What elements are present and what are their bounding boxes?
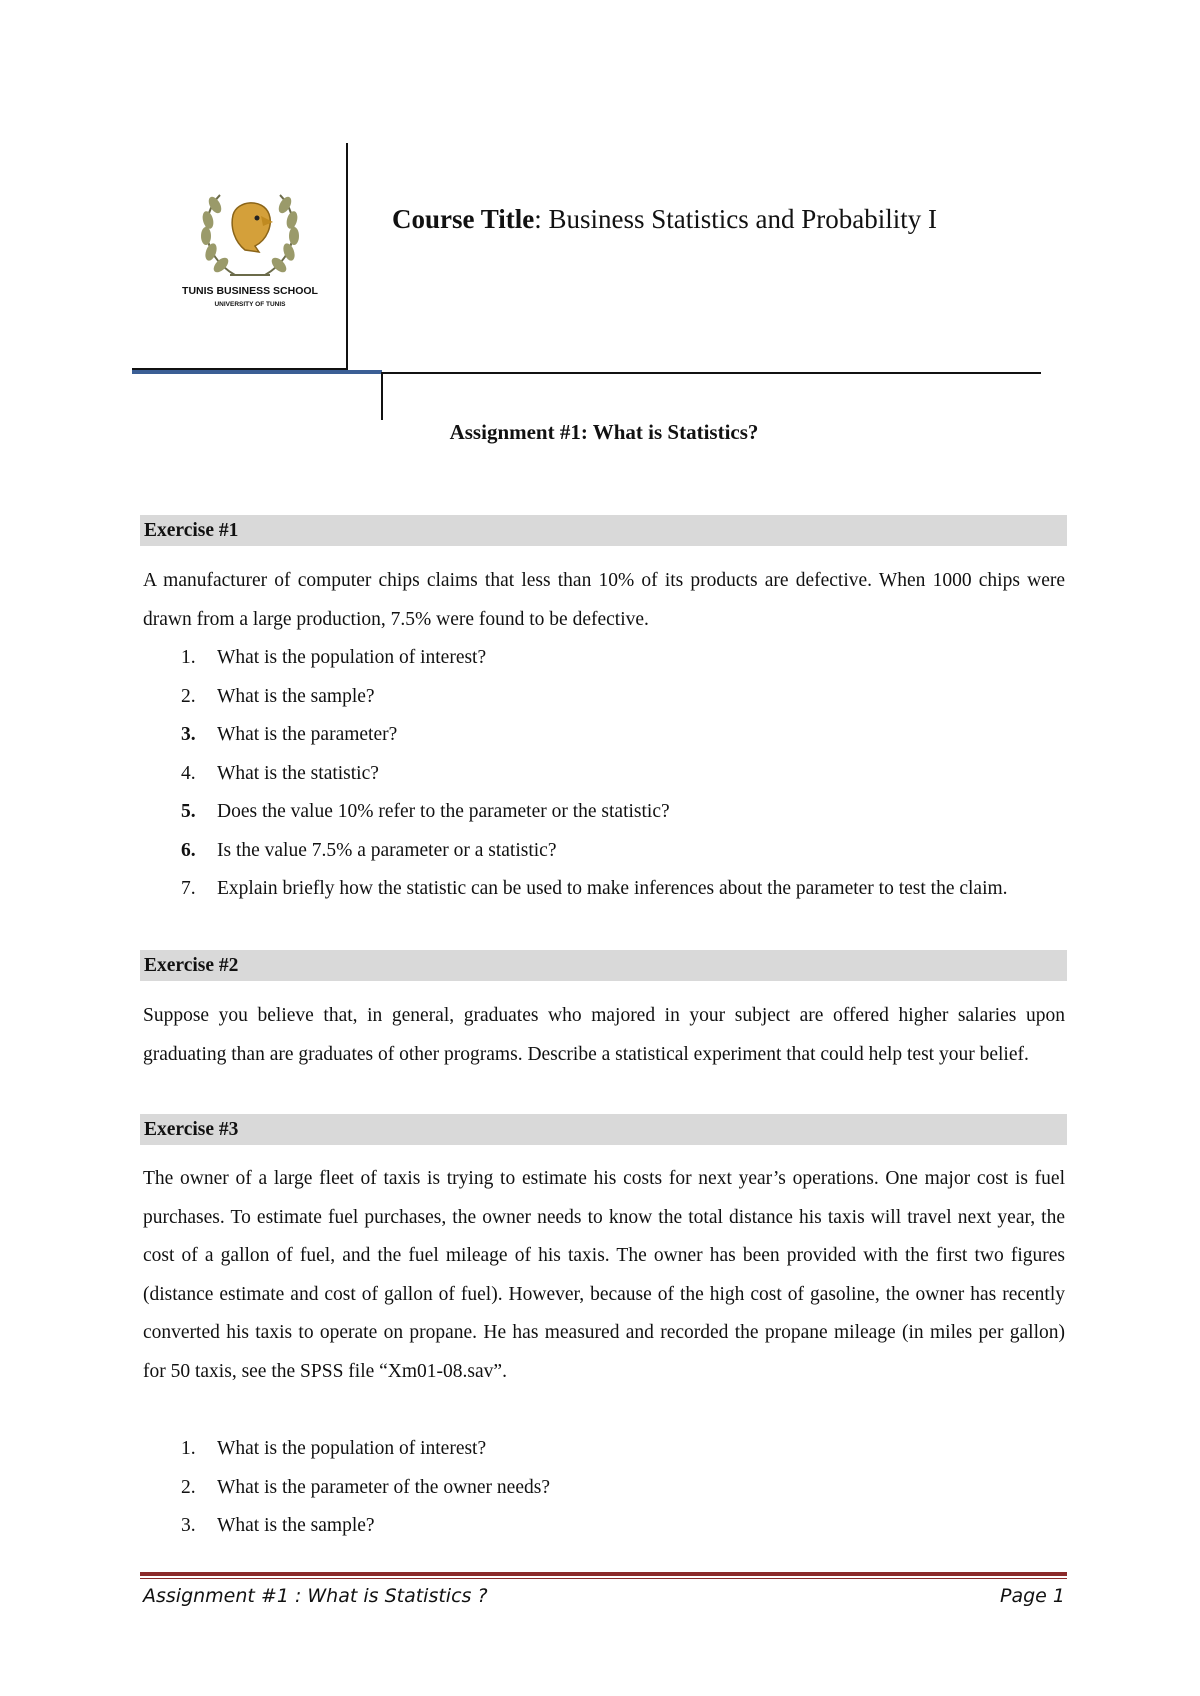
list-item: 2. What is the sample? — [181, 685, 375, 707]
list-item: 7. Explain briefly how the statistic can be used to make inferences about the parameter to test the claim. — [181, 878, 1008, 899]
header-rule-left-accent — [132, 370, 382, 374]
course-title-value: : Business Statistics and Probability I — [534, 204, 938, 234]
exercise-3-heading: Exercise #3 — [140, 1114, 1067, 1145]
list-item: 1. What is the population of interest? — [181, 1438, 487, 1459]
logo-text: TUNIS BUSINESS SCHOOL — [182, 285, 318, 297]
footer-left-text: Assignment #1 : What is Statistics ? — [143, 1585, 488, 1607]
list-item: 3. What is the parameter? — [181, 724, 398, 745]
course-title — [392, 204, 937, 235]
list-item: 4. What is the statistic? — [181, 762, 379, 784]
list-item: 5. Does the value 10% refer to the parameter or the statistic? — [181, 801, 670, 822]
list-item: 1. What is the population of interest? — [181, 647, 487, 668]
footer-rule-thin — [140, 1578, 1067, 1579]
exercise-2-heading: Exercise #2 — [140, 950, 1067, 981]
footer-page-number: Page 1 — [1000, 1585, 1065, 1607]
exercise-1-heading: Exercise #1 — [140, 515, 1067, 546]
exercise-3-paragraph: The owner of a large fleet of taxis is trying to estimate his costs for next year’s operations. One major cost is fuel purchases. To estimate fuel purchases, the owner needs to know the total distance his taxis will travel next year, the cost of a gallon of fuel, and the fuel mileage of his taxis. The owner has been provided with the first two figures (distance estimate and cost of gallon of fuel). However, because of the high cost of gasoline, the owner has recently converted his taxis to operate on propane. He has measured and recorded the propane mileage (in miles per gallon) for 50 taxis, see the SPSS file “Xm01-08.sav”. — [143, 1168, 1065, 1382]
list-item: 3. What is the sample? — [181, 1515, 375, 1536]
course-title-label: Course Title — [392, 204, 535, 234]
school-logo — [175, 180, 325, 320]
exercise-2-paragraph: Suppose you believe that, in general, graduates who majored in your subject are offered higher salaries upon graduating than are graduates of other programs. Describe a statistical experiment that could help test your belief. — [143, 1005, 1065, 1065]
header-rule-right — [381, 372, 1041, 374]
list-item: 2. What is the parameter of the owner needs? — [181, 1476, 550, 1498]
header-divider-vertical-top — [346, 143, 348, 371]
header-divider-vertical-bottom — [381, 372, 383, 420]
logo-subtext: UNIVERSITY OF TUNIS — [214, 301, 286, 308]
exercise-1-questions — [143, 639, 1065, 909]
laurel-eagle-emblem — [175, 180, 325, 320]
exercise-3-questions — [143, 1430, 1065, 1546]
list-item: 6. Is the value 7.5% a parameter or a statistic? — [181, 839, 557, 861]
exercise-1-paragraph: A manufacturer of computer chips claims that less than 10% of its products are defective. When 1000 chips were drawn from a large production, 7.5% were found to be defective. — [143, 570, 1065, 630]
footer-rule-thick — [140, 1572, 1067, 1576]
assignment-title: Assignment #1: What is Statistics? — [449, 420, 759, 444]
